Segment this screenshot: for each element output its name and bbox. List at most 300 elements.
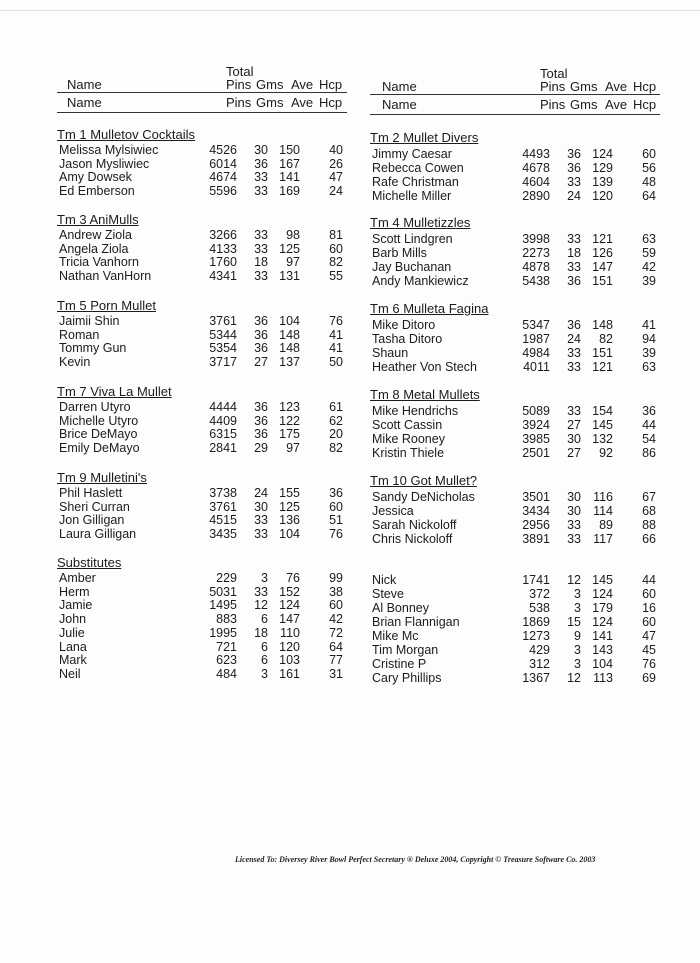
player-row <box>370 147 660 161</box>
player-handicap: 40 <box>329 143 343 157</box>
player-row <box>57 157 347 171</box>
player-pins: 3435 <box>209 527 237 542</box>
player-pins: 4526 <box>209 143 237 157</box>
player-row <box>370 601 660 615</box>
player-handicap: 50 <box>329 355 343 370</box>
player-name: Steve <box>372 587 404 601</box>
header-gms: Gms <box>256 77 284 92</box>
player-row <box>370 246 660 260</box>
player-games: 6 <box>261 612 268 627</box>
team-title: Tm 1 Mulletov Cocktails <box>57 127 195 142</box>
player-pins: 1273 <box>522 629 550 643</box>
player-pins: 2841 <box>209 441 237 456</box>
player-row <box>370 643 660 657</box>
player-games: 3 <box>574 587 581 601</box>
player-pins: 372 <box>529 587 550 601</box>
player-name: Mark <box>59 653 87 668</box>
player-name: Tommy Gun <box>59 341 127 356</box>
player-average: 154 <box>592 404 613 418</box>
player-row <box>370 175 660 189</box>
player-handicap: 63 <box>642 232 656 246</box>
player-games: 33 <box>567 360 581 374</box>
player-games: 36 <box>567 318 581 332</box>
player-games: 3 <box>261 571 268 585</box>
player-games: 36 <box>254 400 268 414</box>
player-row <box>370 671 660 685</box>
player-name: Al Bonney <box>372 601 429 615</box>
player-games: 30 <box>567 432 581 446</box>
player-average: 121 <box>592 232 613 246</box>
player-row <box>57 184 347 198</box>
header-hcp: Hcp <box>633 97 657 112</box>
header-pins: Pins <box>540 97 566 112</box>
player-average: 145 <box>592 573 613 587</box>
player-pins: 3738 <box>209 486 237 500</box>
team-title: Tm 8 Metal Mullets <box>370 387 480 402</box>
player-row <box>370 189 660 203</box>
header-gms: Gms <box>570 79 598 94</box>
player-name: Cary Phillips <box>372 671 442 685</box>
player-average: 132 <box>592 432 613 446</box>
player-name: Phil Haslett <box>59 486 123 500</box>
header-name: Name <box>67 95 102 110</box>
player-games: 9 <box>574 629 581 643</box>
player-handicap: 60 <box>642 615 656 629</box>
player-handicap: 60 <box>642 147 656 161</box>
player-average: 175 <box>279 427 300 442</box>
player-handicap: 31 <box>329 666 343 681</box>
player-pins: 4604 <box>522 175 550 189</box>
subheader-rule <box>370 114 660 115</box>
player-handicap: 38 <box>329 584 343 599</box>
player-row <box>370 274 660 288</box>
player-handicap: 54 <box>642 432 656 446</box>
player-name: Jaimii Shin <box>59 314 120 328</box>
player-average: 124 <box>279 598 300 613</box>
player-average: 169 <box>279 184 300 199</box>
player-games: 36 <box>254 413 268 428</box>
team-title: Tm 5 Porn Mullet <box>57 298 156 313</box>
player-row <box>57 414 347 428</box>
player-games: 33 <box>254 584 268 599</box>
player-games: 33 <box>254 513 268 528</box>
header-gms: Gms <box>256 95 284 110</box>
player-games: 33 <box>254 184 268 199</box>
player-average: 121 <box>592 360 613 374</box>
player-average: 179 <box>592 601 613 615</box>
player-row <box>57 427 347 441</box>
player-average: 97 <box>286 255 300 270</box>
player-games: 33 <box>567 346 581 360</box>
player-games: 3 <box>574 643 581 657</box>
player-games: 27 <box>567 446 581 460</box>
player-handicap: 55 <box>329 269 343 284</box>
player-games: 36 <box>254 314 268 328</box>
player-name: Jimmy Caesar <box>372 147 452 161</box>
player-games: 18 <box>254 625 268 640</box>
player-pins: 5438 <box>522 274 550 288</box>
player-pins: 429 <box>529 643 550 657</box>
player-row <box>57 612 347 626</box>
player-pins: 4493 <box>522 147 550 161</box>
player-handicap: 16 <box>642 601 656 615</box>
player-games: 12 <box>567 573 581 587</box>
player-pins: 3434 <box>522 504 550 518</box>
player-average: 76 <box>286 571 300 585</box>
player-pins: 4878 <box>522 260 550 274</box>
player-pins: 1741 <box>522 573 550 587</box>
player-average: 167 <box>279 156 300 171</box>
player-average: 145 <box>592 418 613 432</box>
header-name: Name <box>382 97 417 112</box>
player-row <box>370 260 660 274</box>
player-games: 33 <box>254 269 268 284</box>
player-pins: 721 <box>216 639 237 654</box>
player-handicap: 67 <box>642 490 656 504</box>
player-average: 151 <box>592 274 613 288</box>
player-pins: 2273 <box>522 246 550 260</box>
player-row <box>370 418 660 432</box>
player-average: 141 <box>279 170 300 185</box>
player-average: 82 <box>599 332 613 346</box>
player-pins: 3266 <box>209 228 237 242</box>
player-games: 12 <box>567 671 581 685</box>
player-games: 29 <box>254 441 268 456</box>
player-pins: 5596 <box>209 184 237 199</box>
player-pins: 1760 <box>209 255 237 270</box>
player-average: 151 <box>592 346 613 360</box>
player-name: Cristine P <box>372 657 427 671</box>
player-pins: 2890 <box>522 189 550 203</box>
player-average: 104 <box>592 657 613 671</box>
player-average: 116 <box>593 490 613 504</box>
player-average: 129 <box>592 161 613 175</box>
player-name: Ed Emberson <box>59 184 135 199</box>
team-title: Tm 10 Got Mullet? <box>370 473 477 488</box>
player-average: 152 <box>279 584 300 599</box>
header-ave: Ave <box>291 95 314 110</box>
player-pins: 229 <box>216 571 237 585</box>
player-handicap: 41 <box>329 341 343 356</box>
player-average: 143 <box>592 643 613 657</box>
player-games: 30 <box>567 504 581 518</box>
player-pins: 4409 <box>209 413 237 428</box>
player-games: 12 <box>254 598 268 613</box>
player-handicap: 82 <box>329 441 343 456</box>
header-hcp: Hcp <box>319 95 343 110</box>
header-total: Total <box>226 64 254 79</box>
player-name: Herm <box>59 584 90 599</box>
player-pins: 4515 <box>209 513 237 528</box>
player-average: 126 <box>592 246 613 260</box>
player-average: 131 <box>279 269 300 284</box>
player-average: 147 <box>592 260 613 274</box>
header-name: Name <box>67 77 102 92</box>
player-pins: 4678 <box>522 161 550 175</box>
player-row <box>370 657 660 671</box>
player-games: 6 <box>261 639 268 654</box>
player-name: Nick <box>372 573 397 587</box>
player-handicap: 63 <box>642 360 656 374</box>
player-average: 120 <box>592 189 613 203</box>
player-name: Tim Morgan <box>372 643 439 657</box>
player-row <box>370 518 660 532</box>
player-handicap: 77 <box>329 653 343 668</box>
player-row <box>57 314 347 328</box>
player-games: 15 <box>567 615 581 629</box>
player-games: 27 <box>254 355 268 370</box>
player-handicap: 59 <box>642 246 656 260</box>
player-pins: 5031 <box>209 584 237 599</box>
page-top-edge <box>0 10 700 11</box>
player-average: 114 <box>593 504 613 518</box>
player-row <box>370 573 660 587</box>
player-name: Scott Cassin <box>372 418 443 432</box>
player-pins: 3501 <box>522 490 550 504</box>
player-games: 36 <box>567 274 581 288</box>
player-row <box>370 360 660 374</box>
player-name: Mike Hendrichs <box>372 404 459 418</box>
player-games: 30 <box>254 499 268 514</box>
player-games: 3 <box>261 666 268 681</box>
player-row <box>57 242 347 256</box>
player-row <box>57 269 347 283</box>
player-row <box>370 161 660 175</box>
player-games: 36 <box>254 327 268 342</box>
player-row <box>57 170 347 184</box>
player-games: 36 <box>254 427 268 442</box>
player-row <box>370 532 660 546</box>
player-average: 148 <box>279 341 300 356</box>
player-handicap: 76 <box>642 657 656 671</box>
player-average: 161 <box>279 666 300 681</box>
player-name: Sarah Nickoloff <box>372 518 457 532</box>
player-name: Roman <box>59 327 100 342</box>
player-pins: 5344 <box>209 327 237 342</box>
player-games: 30 <box>254 143 268 157</box>
license-footer: Licensed To: Diversey River Bowl Perfect Secretary ® Deluxe 2004, Copyright © Treasure Software Co. 2003 <box>235 855 596 864</box>
player-pins: 5089 <box>522 404 550 418</box>
player-average: 110 <box>280 625 300 640</box>
team-title: Tm 7 Viva La Mullet <box>57 384 172 399</box>
player-name: Heather Von Stech <box>372 360 477 374</box>
player-pins: 3924 <box>522 418 550 432</box>
player-name: Rebecca Cowen <box>372 161 464 175</box>
subheader-rule <box>57 112 347 113</box>
player-handicap: 76 <box>329 527 343 542</box>
player-handicap: 44 <box>642 418 656 432</box>
player-pins: 883 <box>216 612 237 627</box>
player-row <box>57 328 347 342</box>
player-handicap: 36 <box>329 486 343 500</box>
player-average: 97 <box>286 441 300 456</box>
player-games: 24 <box>567 332 581 346</box>
player-handicap: 51 <box>329 513 343 528</box>
player-handicap: 66 <box>642 532 656 546</box>
player-average: 150 <box>279 143 300 157</box>
player-games: 36 <box>567 147 581 161</box>
player-games: 33 <box>567 404 581 418</box>
player-pins: 3985 <box>522 432 550 446</box>
player-row <box>370 346 660 360</box>
player-average: 117 <box>593 532 613 546</box>
player-average: 124 <box>592 147 613 161</box>
player-average: 103 <box>279 653 300 668</box>
player-row <box>57 486 347 500</box>
player-name: Scott Lindgren <box>372 232 453 246</box>
player-row <box>370 432 660 446</box>
player-row <box>57 500 347 514</box>
player-handicap: 68 <box>642 504 656 518</box>
player-games: 6 <box>261 653 268 668</box>
player-pins: 5347 <box>522 318 550 332</box>
player-row <box>370 318 660 332</box>
player-average: 137 <box>279 355 300 370</box>
player-row <box>370 404 660 418</box>
player-row <box>57 341 347 355</box>
player-row <box>370 490 660 504</box>
player-row <box>370 332 660 346</box>
team-title: Tm 9 Mulletini's <box>57 470 147 485</box>
player-handicap: 94 <box>642 332 656 346</box>
player-handicap: 64 <box>642 189 656 203</box>
player-row <box>370 446 660 460</box>
player-pins: 4011 <box>523 360 550 374</box>
player-pins: 3761 <box>209 314 237 328</box>
player-name: Laura Gilligan <box>59 527 137 542</box>
player-row <box>370 232 660 246</box>
player-pins: 2501 <box>522 446 550 460</box>
player-pins: 312 <box>529 657 550 671</box>
player-name: Julie <box>59 625 85 640</box>
player-row <box>57 143 347 157</box>
player-name: Mike Ditoro <box>372 318 436 332</box>
player-name: Emily DeMayo <box>59 441 140 456</box>
player-average: 124 <box>592 587 613 601</box>
player-handicap: 72 <box>329 625 343 640</box>
player-pins: 484 <box>216 666 237 681</box>
player-pins: 538 <box>529 601 550 615</box>
player-pins: 6014 <box>209 156 237 171</box>
header-pins: Pins <box>226 95 252 110</box>
player-row <box>57 598 347 612</box>
player-pins: 4133 <box>209 241 237 256</box>
player-row <box>57 228 347 242</box>
player-handicap: 61 <box>329 400 343 414</box>
player-handicap: 99 <box>329 571 343 585</box>
player-name: Mike Mc <box>372 629 419 643</box>
header-gms: Gms <box>570 97 598 112</box>
player-name: Kristin Thiele <box>372 446 445 460</box>
player-row <box>57 667 347 681</box>
player-name: Jon Gilligan <box>59 513 125 528</box>
player-games: 27 <box>567 418 581 432</box>
player-row <box>57 585 347 599</box>
player-handicap: 69 <box>642 671 656 685</box>
player-handicap: 82 <box>329 255 343 270</box>
header-total: Total <box>540 66 568 81</box>
player-handicap: 39 <box>642 346 656 360</box>
player-name: Angela Ziola <box>59 241 129 256</box>
header-ave: Ave <box>291 77 314 92</box>
player-average: 141 <box>592 629 613 643</box>
player-row <box>57 513 347 527</box>
player-name: Mike Rooney <box>372 432 445 446</box>
player-average: 104 <box>279 314 300 328</box>
header-pins: Pins <box>540 79 566 94</box>
player-name: Jessica <box>372 504 414 518</box>
player-row <box>370 615 660 629</box>
player-handicap: 86 <box>642 446 656 460</box>
player-row <box>57 355 347 369</box>
player-average: 124 <box>592 615 613 629</box>
player-name: Rafe Christman <box>372 175 459 189</box>
player-name: Brian Flannigan <box>372 615 460 629</box>
team-title: Tm 3 AniMulls <box>57 212 139 227</box>
player-handicap: 60 <box>329 241 343 256</box>
header-rule <box>57 92 347 93</box>
player-average: 139 <box>592 175 613 189</box>
player-row <box>57 441 347 455</box>
player-games: 33 <box>567 260 581 274</box>
player-name: Sandy DeNicholas <box>372 490 475 504</box>
player-pins: 3891 <box>522 532 550 546</box>
player-name: Michelle Miller <box>372 189 452 203</box>
player-name: Andy Mankiewicz <box>372 274 469 288</box>
player-games: 3 <box>574 657 581 671</box>
player-row <box>57 255 347 269</box>
header-hcp: Hcp <box>633 79 657 94</box>
player-games: 33 <box>567 232 581 246</box>
header-pins: Pins <box>226 77 252 92</box>
player-games: 36 <box>567 161 581 175</box>
player-name: Lana <box>59 639 87 654</box>
player-pins: 1495 <box>209 598 237 613</box>
header-rule <box>370 94 660 95</box>
player-name: Sheri Curran <box>59 499 130 514</box>
player-row <box>370 504 660 518</box>
player-name: Amy Dowsek <box>59 170 132 185</box>
player-average: 123 <box>279 400 300 414</box>
player-row <box>370 587 660 601</box>
player-pins: 3998 <box>522 232 550 246</box>
player-handicap: 47 <box>642 629 656 643</box>
player-name: Nathan VanHorn <box>59 269 152 284</box>
player-pins: 1869 <box>522 615 550 629</box>
player-average: 104 <box>279 527 300 542</box>
player-average: 125 <box>279 241 300 256</box>
player-games: 33 <box>567 175 581 189</box>
team-title: Substitutes <box>57 555 122 570</box>
player-games: 36 <box>254 341 268 356</box>
player-pins: 4984 <box>522 346 550 360</box>
player-name: Jason Mysliwiec <box>59 156 150 171</box>
player-pins: 4444 <box>209 400 237 414</box>
player-handicap: 56 <box>642 161 656 175</box>
player-games: 24 <box>254 486 268 500</box>
player-average: 89 <box>599 518 613 532</box>
player-row <box>57 653 347 667</box>
player-row <box>57 400 347 414</box>
team-title: Tm 4 Mulletizzles <box>370 215 471 230</box>
player-games: 18 <box>567 246 581 260</box>
team-title: Tm 2 Mullet Divers <box>370 130 479 145</box>
player-pins: 6315 <box>209 427 237 442</box>
player-games: 33 <box>254 241 268 256</box>
player-row <box>57 640 347 654</box>
player-handicap: 39 <box>642 274 656 288</box>
player-average: 147 <box>279 612 300 627</box>
